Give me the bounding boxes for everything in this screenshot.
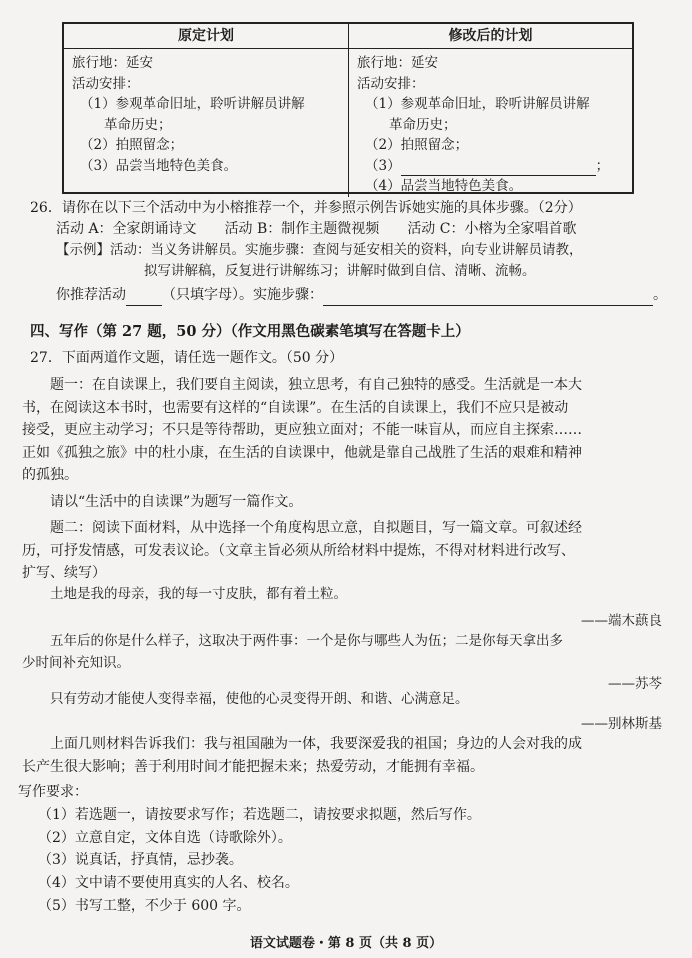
revised-arrangement-label: 活动安排： xyxy=(357,75,425,92)
topic-2-line-2: 历，可抒发情感，可发表议论。（文章主旨必须从所给材料中提炼，不得对材料进行改写、 xyxy=(22,542,575,559)
q26-answer-line xyxy=(30,285,667,306)
topic-1-task: 请以“生活中的自读课”为题写一篇作文。 xyxy=(50,494,303,510)
revised-plan-cell xyxy=(348,49,632,197)
quote-3-author: ——别林斯基 xyxy=(581,716,662,732)
topic-2-line-1: 题二：阅读下面材料，从中选择一个角度构思立意，自拟题目，写一篇文章。可叙述经 xyxy=(50,520,582,536)
summary-line-2: 长产生很大影响；善于利用时间才能把握未来；热爱劳动，才能拥有幸福。 xyxy=(22,758,484,775)
original-item-2: （2）拍照留念； xyxy=(80,137,184,153)
revised-item-3-blank[interactable] xyxy=(401,161,596,176)
revised-item-3-number: （3） xyxy=(365,157,401,174)
revised-item-3 xyxy=(357,156,624,177)
q26-example-line-1: 【示例】活动：当义务讲解员。实施步骤：查阅与延安相关的资料，向专业讲解员请教， xyxy=(56,242,583,258)
quote-1-author: ——端木蕻良 xyxy=(581,613,662,629)
revised-item-4: （4）品尝当地特色美食。 xyxy=(365,178,523,194)
quote-3: 只有劳动才能使人变得幸福，使他的心灵变得开朗、和谐、心满意足。 xyxy=(50,691,469,707)
original-plan-header: 原定计划 xyxy=(178,28,234,44)
requirement-4: （4）文中请不要使用真实的人名、校名。 xyxy=(38,875,299,892)
original-destination: 旅行地：延安 xyxy=(72,55,153,71)
section-4-heading: 四、写作（第 27 题，50 分）（作文用黑色碳素笔填写在答题卡上） xyxy=(30,323,470,340)
activity-b: 活动 B：制作主题微视频 xyxy=(224,221,380,237)
activity-a: 活动 A：全家朗诵诗文 xyxy=(56,221,197,237)
material-summary xyxy=(22,733,662,778)
plan-comparison-table xyxy=(62,22,634,194)
answer-middle: （只填字母）。实施步骤： xyxy=(162,287,323,303)
revised-item-2: （2）拍照留念； xyxy=(365,137,469,153)
topic-2-line-3: 扩写、续写） xyxy=(22,565,106,581)
quote-2-line-1: 五年后的你是什么样子，这取决于两件事：一个是你与哪些人为伍；二是你每天拿出多 xyxy=(50,633,563,649)
table-header-row xyxy=(64,24,632,49)
answer-end: 。 xyxy=(653,287,667,303)
requirement-3: （3）说真话，抒真情，忌抄袭。 xyxy=(38,852,243,869)
topic-2 xyxy=(22,517,662,585)
activity-c: 活动 C：小榕为全家唱首歌 xyxy=(407,221,577,237)
quote-2-line-2: 少时间补充知识。 xyxy=(22,655,130,671)
original-item-1-cont: 革命历史； xyxy=(104,116,172,133)
steps-blank[interactable] xyxy=(323,291,653,306)
quote-1: 土地是我的母亲，我的每一寸皮肤，都有着土粒。 xyxy=(50,586,347,602)
writing-requirements xyxy=(18,781,481,918)
summary-line-1: 上面几则材料告诉我们：我与祖国融为一体，我要深爱我的祖国；身边的人会对我的成 xyxy=(50,736,582,752)
revised-plan-header: 修改后的计划 xyxy=(348,24,632,48)
answer-prefix: 你推荐活动 xyxy=(56,287,126,303)
topic-1-line-3: 接受，更应主动学习；不只是等待帮助，更应独立面对；不能一味盲从，而应自主探索…… xyxy=(22,422,582,438)
topic-1-line-1: 题一：在自读课上，我们要自主阅读，独立思考，有自己独特的感受。生活就是一本大 xyxy=(50,377,582,393)
topic-1-line-5: 的孤独。 xyxy=(22,467,78,483)
requirement-2: （2）立意自定，文体自选（诗歌除外）。 xyxy=(38,829,292,846)
q27-prompt: 27．下面两道作文题，请任选一题作文。（50 分） xyxy=(30,350,344,366)
activity-letter-blank[interactable] xyxy=(126,291,162,306)
quote-2 xyxy=(22,630,662,674)
revised-destination: 旅行地：延安 xyxy=(357,55,438,71)
original-item-1: （1）参观革命旧址，聆听讲解员讲解 xyxy=(80,96,305,112)
quote-2-author: ——苏芩 xyxy=(608,676,662,692)
requirement-5: （5）书写工整，不少于 600 字。 xyxy=(38,897,251,914)
page-footer: 语文试题卷・第 8 页（共 8 页） xyxy=(249,936,443,951)
original-plan-cell xyxy=(64,49,348,197)
revised-item-3-end: ； xyxy=(595,157,610,174)
original-item-3: （3）品尝当地特色美食。 xyxy=(80,157,238,174)
topic-1-line-4: 正如《孤独之旅》中的杜小康，在生活的自读课中，他就是靠自己战胜了生活的艰难和精神 xyxy=(22,444,582,461)
revised-item-1-cont: 革命历史； xyxy=(389,116,457,133)
requirements-title: 写作要求： xyxy=(18,784,88,800)
topic-1-line-2: 书，在阅读这本书时，也需要有这样的“自读课”。在生活的自读课上，我们不应只是被动 xyxy=(22,399,569,416)
revised-item-1: （1）参观革命旧址，聆听讲解员讲解 xyxy=(365,96,590,112)
original-arrangement-label: 活动安排： xyxy=(72,75,140,92)
requirement-1: （1）若选题一，请按要求写作；若选题二，请按要求拟题，然后写作。 xyxy=(38,806,481,823)
q26-example-line-2: 拟写讲解稿，反复进行讲解练习；讲解时做到自信、清晰、流畅。 xyxy=(144,263,536,279)
table-body-row xyxy=(64,49,632,197)
topic-1 xyxy=(22,374,662,487)
question-26 xyxy=(30,198,667,306)
q26-activities xyxy=(30,219,660,240)
q26-prompt: 26．请你在以下三个活动中为小榕推荐一个，并参照示例告诉她实施的具体步骤。（2分） xyxy=(30,200,582,216)
